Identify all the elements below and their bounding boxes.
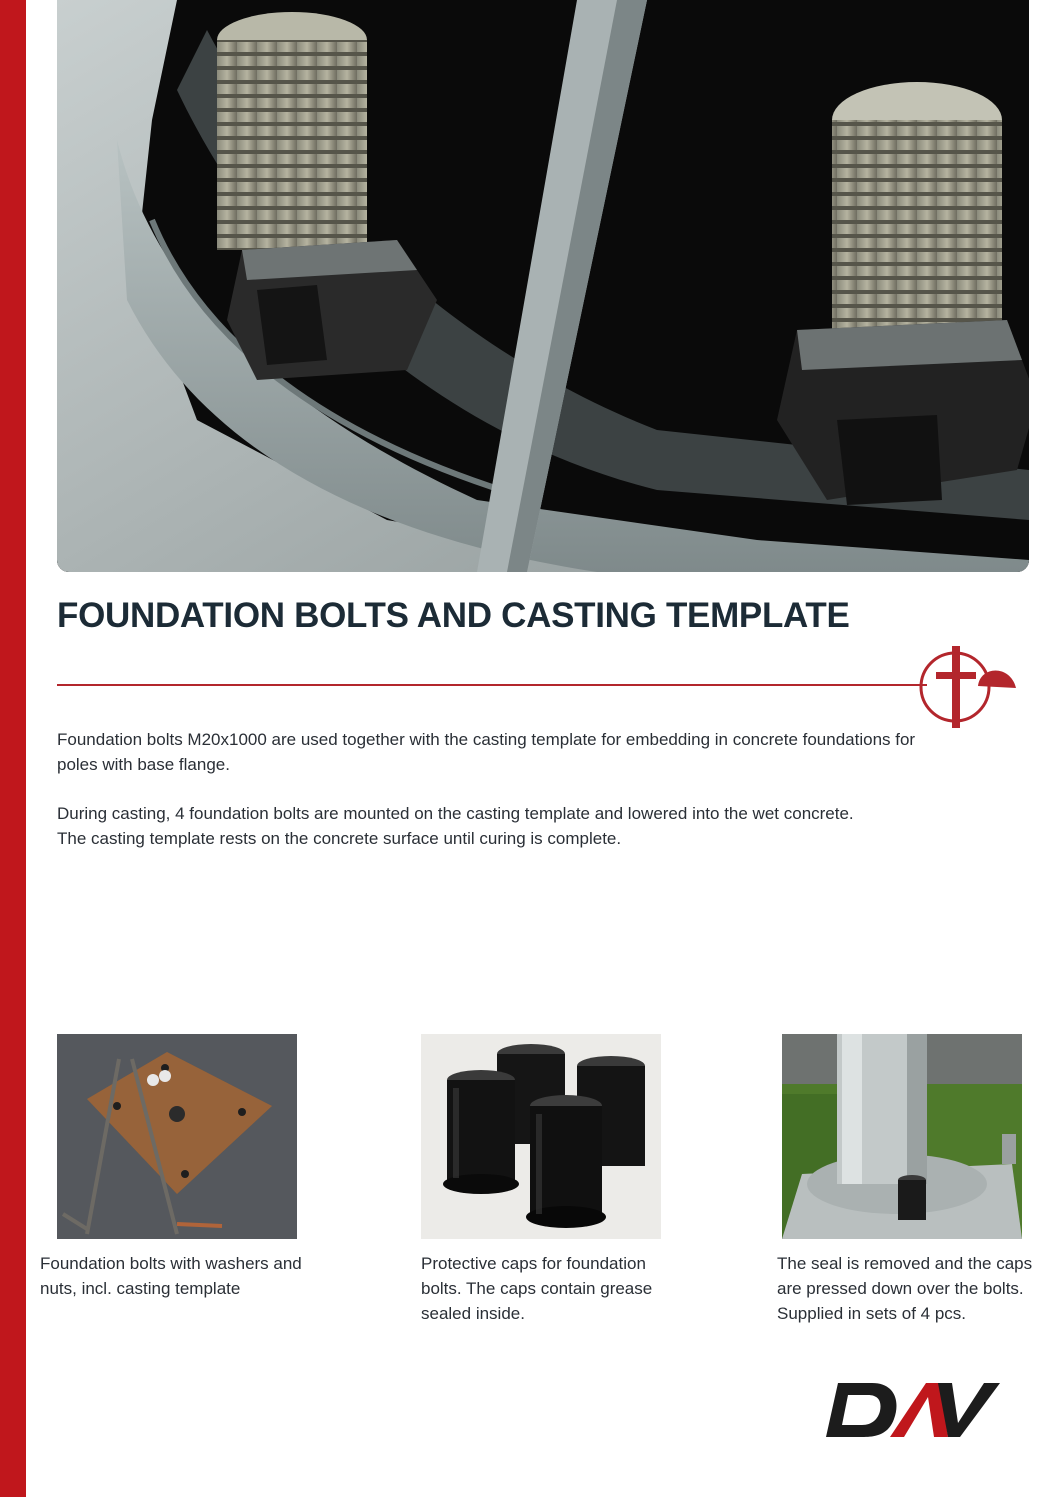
title-divider (57, 684, 927, 686)
casting-paragraph (57, 801, 937, 851)
dav-logo (826, 1379, 1001, 1441)
casting-template-photo (57, 1034, 297, 1239)
caption-installed-caps: The seal is removed and the caps are pressed down over the bolts. Supplied in sets of 4 pcs. (777, 1254, 1033, 1323)
page-title: FOUNDATION BOLTS AND CASTING TEMPLATE (57, 596, 850, 635)
caption-casting-template: Foundation bolts with washers and nuts, incl. casting template (40, 1254, 302, 1298)
pole-mark-icon (918, 646, 1018, 728)
hero-bolts-photo (57, 0, 1029, 572)
installed-caps-photo (782, 1034, 1022, 1239)
accent-bar (0, 0, 26, 1497)
protective-caps-photo (421, 1034, 661, 1239)
casting-line-1: During casting, 4 foundation bolts are mounted on the casting template and lowered into the wet concrete. (57, 804, 854, 823)
casting-line-2: The casting template rests on the concrete surface until curing is complete. (57, 829, 622, 848)
caption-protective-caps: Protective caps for foundation bolts. The caps contain grease sealed inside. (421, 1254, 653, 1323)
intro-paragraph: Foundation bolts M20x1000 are used together with the casting template for embedding in concrete foundations for poles with base flange. (57, 730, 916, 774)
